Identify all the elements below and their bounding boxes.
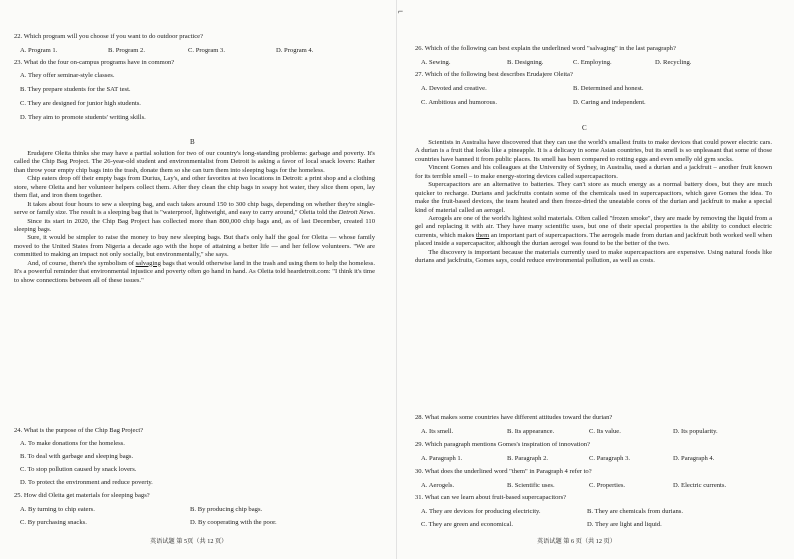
q25-option-d: D. By cooperating with the poor. [190, 519, 277, 526]
q25-option-b: B. By producing chip bags. [190, 506, 263, 513]
q27-option-b: B. Determined and honest. [573, 85, 644, 92]
passage-b-p2: Chip eaters drop off their empty bags from Durius, Lay's, and other favorites at two locations in Detroit: a print shop and a clothing store, where Oleita and her volunteer helpers collect them. After they clean the chip bags in soapy hot water, they slice them open, lay them flat, and iron them together. [14, 175, 375, 200]
q27-option-a: A. Devoted and creative. [421, 85, 487, 92]
passage-c [415, 139, 772, 266]
q28-stem: 28. What makes some countries have different attitudes toward the durian? [415, 414, 613, 421]
q31-stem: 31. What can we learn about fruit-based supercapacitors? [415, 494, 567, 501]
q29-stem: 29. Which paragraph mentions Gomes's inspiration of innovation? [415, 441, 591, 448]
q29-option-b: B. Paragraph 2. [507, 455, 549, 462]
q26-option-d: D. Recycling. [655, 59, 692, 66]
q29-option-d: D. Paragraph 4. [673, 455, 715, 462]
passage-c-p4 [415, 215, 772, 249]
passage-b-p6-rest: bags that would otherwise land in the trash and using them to help the homeless. It's a powerful reminder that environmental injustice and poverty often go hand in hand. As Oleita told heardetroit.com: "I think it's time to show connections between all of these issues." [14, 259, 375, 284]
q31-option-b: B. They are chemicals from durians. [587, 508, 684, 515]
q22-stem: 22. Which program will you choose if you want to do outdoor practice? [14, 33, 204, 40]
q30-option-a: A. Aerogels. [421, 482, 455, 489]
passage-b-p3-end: . [373, 209, 376, 217]
q30-option-b: B. Scientific uses. [507, 482, 555, 489]
q31-option-d: D. They are light and liquid. [587, 521, 662, 528]
q28-option-c: C. Its value. [589, 428, 621, 435]
right-page-footer: 英语试题 第 6 页（共 12 页） [537, 538, 616, 545]
q30-option-d: D. Electric currents. [673, 482, 727, 489]
underlined-word-them: them [476, 231, 490, 239]
left-page-footer: 英语试题 第 5页（共 12 页） [150, 538, 228, 545]
q27-option-d: D. Caring and independent. [573, 99, 646, 106]
passage-c-p3: Supercapacitors are an alternative to batteries. They can't store as much energy as a normal battery does, but they are much quicker to recharge. Durians and jackfruits contain some of the chemicals used in supercapacitors, which gave Gomes the idea. To make the fruit-based devices, the team heated and then freeze-dried the uneatable cores of the durian and jackfruit to make a special kind of material called an aerogel. [415, 181, 772, 214]
q23-stem: 23. What do the four on-campus programs have in common? [14, 59, 175, 66]
q23-option-c: C. They are designed for junior high students. [20, 100, 141, 107]
q26-option-b: B. Designing. [507, 59, 544, 66]
q24-option-a: A. To make donations for the homeless. [20, 440, 125, 447]
passage-b-p1: Erudajere Oleita thinks she may have a partial solution for two of our country's long-standing problems: garbage and poverty. It's called the Chip Bag Project. The 26-year-old student and environmentalist from Detroit is asking a favor of local snack lovers: Rather than throw your empty chip bags into the trash, donate them so she can turn them into sleeping bags for the homeless. [14, 150, 375, 174]
q27-option-c: C. Ambitious and humorous. [421, 99, 498, 106]
q23-option-b: B. They prepare students for the SAT test. [20, 86, 131, 93]
q26-option-a: A. Sewing. [421, 59, 451, 66]
q23-option-d: D. They aim to promote students' writing skills. [20, 114, 146, 121]
passage-b-p6 [14, 260, 375, 285]
q22-option-d: D. Program 4. [276, 47, 314, 54]
passage-b-p5: Sure, it would be simpler to raise the money to buy new sleeping bags. But that's only half the goal for Oleita — whose family moved to the United States from Nigeria a decade ago with the hope of attaining a better life — and her fellow volunteers. "We are committed to making an impact not only socially, but environmentally," she says. [14, 234, 375, 259]
q24-option-b: B. To deal with garbage and sleeping bags. [20, 453, 134, 460]
passage-c-p5: The discovery is important because the materials currently used to make supercapacitors are expensive. Using natural foods like durians and jackfruits, Gomes says, could reduce environmental pollution, as well as costs. [415, 248, 772, 265]
passage-c-p1: Scientists in Australia have discovered that they can use the world's smallest fruits to make devices that could power electric cars. A durian is a fruit that looks like a pineapple. It is a delicacy in some Asian countries, but its smell is so unpleasant that some of those countries have banned it from public places. Its smell has been compared to rotting eggs and even smelly old gym socks. [415, 139, 772, 163]
q25-option-a: A. By turning to chip eaters. [20, 506, 95, 513]
q28-option-a: A. Its smell. [421, 428, 454, 435]
passage-c-p2: Vincent Gomes and his colleagues at the University of Sydney, in Australia, used a durian and a jackfruit – another fruit known for its terrible smell – to make energy-storing devices called supercapacitors. [415, 164, 772, 180]
q22-option-b: B. Program 2. [108, 47, 145, 54]
q27-stem: 27. Which of the following best describes Erudajere Oleita? [415, 71, 573, 78]
q30-option-c: C. Properties. [589, 482, 626, 489]
passage-c-p4-start: Aerogels are one of the world's lightest solid materials. Often called "frozen smoke", they are made by removing the liquid from a gel and replacing it with air. They have many scientific uses, but one of their special properties is the ability to conduct electric currents, which makes [415, 214, 772, 239]
q22-option-c: C. Program 3. [188, 47, 225, 54]
q22-option-a: A. Program 1. [20, 47, 58, 54]
passage-b-p3-text: It takes about four hours to sew a sleeping bag, and each takes around 150 to 300 chip bags, depending on whether they're single-serve or family size. The result is a sleeping bag that is "waterproof, lightweight, and easy to carry around," Oleita told the [14, 200, 375, 217]
q26-stem: 26. Which of the following can best explain the underlined word "salvaging" in the last paragraph? [415, 45, 676, 52]
section-c-label: C [582, 124, 587, 132]
q25-option-c: C. By purchasing snacks. [20, 519, 87, 526]
underlined-word-salvaging: salvaging [135, 259, 161, 267]
q24-option-d: D. To protect the environment and reduce poverty. [20, 479, 153, 486]
passage-b-p6-start: And, of course, there's the symbolism of [27, 259, 136, 267]
q26-option-c: C. Employing. [573, 59, 612, 66]
q28-option-d: D. Its popularity. [673, 428, 718, 435]
q25-stem: 25. How did Oleita get materials for sleeping bags? [14, 492, 150, 499]
q31-option-a: A. They are devices for producing electricity. [421, 508, 541, 515]
passage-b-p3 [14, 201, 375, 218]
q30-stem: 30. What does the underlined word "them" in Paragraph 4 refer to? [415, 468, 592, 475]
q28-option-b: B. Its appearance. [507, 428, 555, 435]
passage-b-p4: Since its start in 2020, the Chip Bag Project has collected more than 800,000 chip bags and, as of last December, created 110 sleeping bags. [14, 217, 375, 233]
q29-option-c: C. Paragraph 3. [589, 455, 631, 462]
q24-stem: 24. What is the purpose of the Chip Bag Project? [14, 427, 144, 434]
passage-c-p4-rest: an important part of supercapacitors. The aerogels made from durian and jackfruit both worked well when placed inside a supercapacitor, although the durian aerogel was found to be the better of the two. [415, 231, 772, 248]
q31-option-c: C. They are green and economical. [421, 521, 513, 528]
q23-option-a: A. They offer seminar-style classes. [20, 72, 115, 79]
passage-b-p3-source: Detroit News [338, 209, 374, 217]
fold-mark: ⌐ [398, 6, 404, 16]
q24-option-c: C. To stop pollution caused by snack lovers. [20, 466, 137, 473]
passage-b [14, 150, 375, 285]
q29-option-a: A. Paragraph 1. [421, 455, 463, 462]
section-b-label: B [190, 138, 195, 146]
right-page [397, 0, 794, 559]
